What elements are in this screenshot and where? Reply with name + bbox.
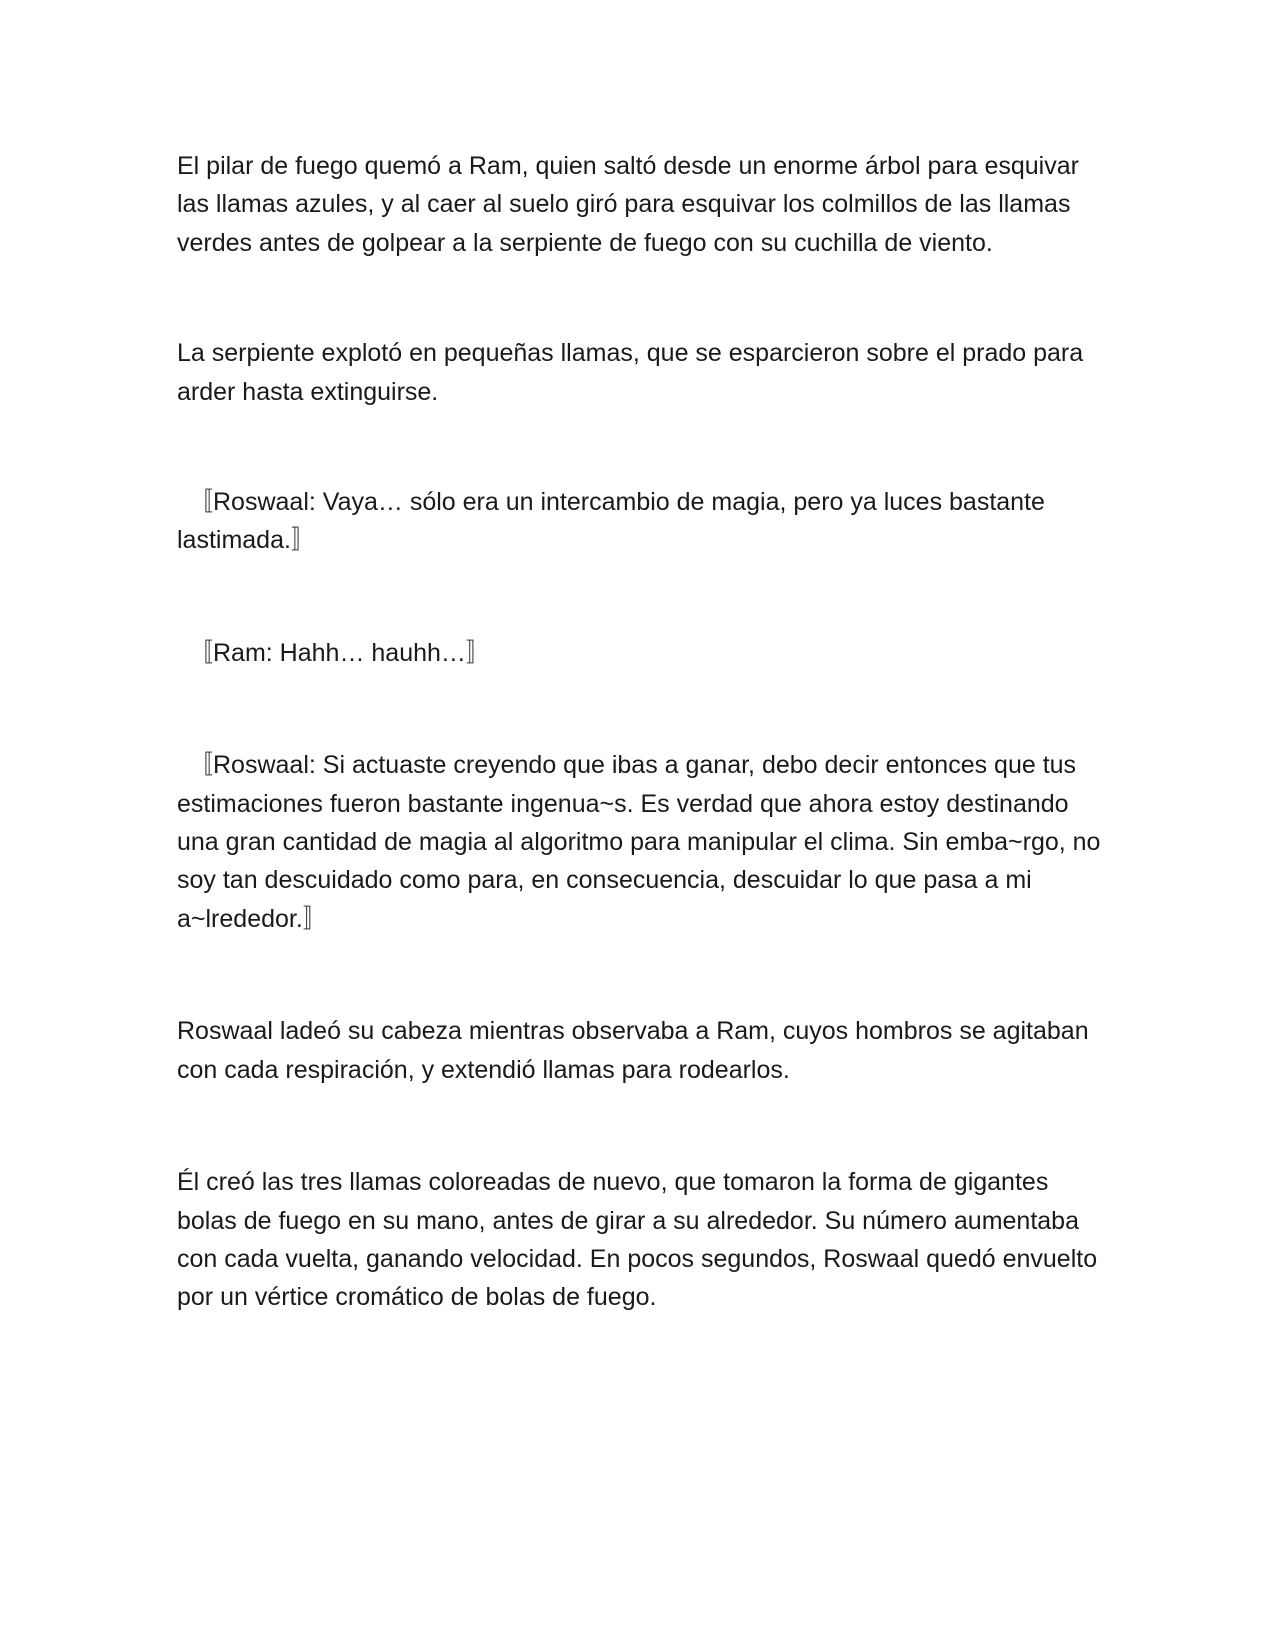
paragraph-dialogue: 〚Roswaal: Si actuaste creyendo que ibas a ganar, debo decir entonces que tus estimaciones fueron bastante ingenua~s. Es verdad que ahora estoy destinando una gran cantidad de magia al algoritmo para manipular el clima. Sin emba~rgo, no soy tan descuidado como para, en consecuencia, descuidar lo que pasa a mi a~lrededor.〛 bbox=[177, 751, 1101, 933]
paragraph-narration: La serpiente explotó en pequeñas llamas, que se esparcieron sobre el prado para arder hasta extinguirse. bbox=[177, 339, 1084, 406]
paragraph-narration: Roswaal ladeó su cabeza mientras observaba a Ram, cuyos hombros se agitaban con cada respiración, y extendió llamas para rodearlos. bbox=[177, 1017, 1089, 1084]
document-body bbox=[177, 147, 1107, 1317]
paragraph-dialogue: 〚Ram: Hahh… hauhh…〛 bbox=[188, 638, 491, 667]
paragraph-narration: Él creó las tres llamas coloreadas de nuevo, que tomaron la forma de gigantes bolas de fuego en su mano, antes de girar a su alrededor. Su número aumentaba con cada vuelta, ganando velocidad. En pocos segundos, Roswaal quedó envuelto por un vértice cromático de bolas de fuego. bbox=[177, 1168, 1098, 1312]
paragraph-dialogue: 〚Roswaal: Vaya… sólo era un intercambio de magia, pero ya luces bastante lastimada.〛 bbox=[177, 488, 1045, 555]
paragraph-narration: El pilar de fuego quemó a Ram, quien saltó desde un enorme árbol para esquivar las llamas azules, y al caer al suelo giró para esquivar los colmillos de las llamas verdes antes de golpear a la serpiente de fuego con su cuchilla de viento. bbox=[177, 152, 1079, 257]
